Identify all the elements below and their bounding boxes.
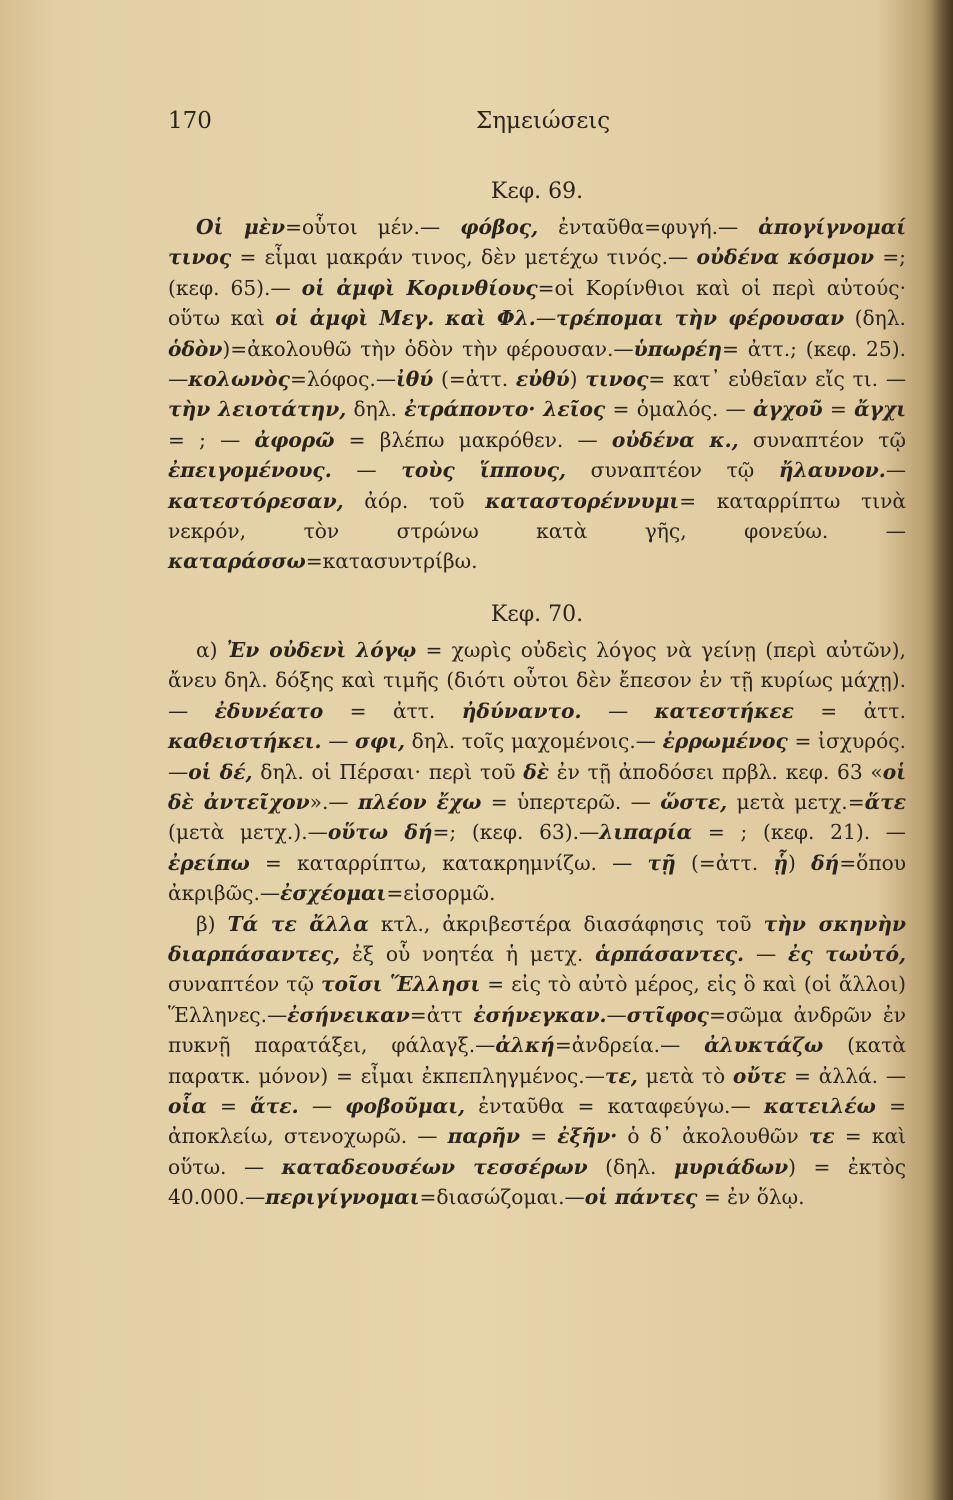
page-edge-shadow <box>931 0 953 1500</box>
chapter-70-note-a: α) Ἐν οὐδενὶ λόγῳ = χωρὶς οὐδεὶς λόγος νὰ γείνῃ (περὶ αὐτῶν), ἄνευ δηλ. δόξης καὶ τιμῆς (διότι οὗτοι δὲν ἔπεσον ἐν τῇ κυρίως μάχῃ). — ἐδυνέατο = ἀττ. ἠδύναντο. — κατεστήκεε = ἀττ. καθειστήκει. — σφι, δηλ. τοῖς μαχομένοις.— ἐρρωμένος = ἰσχυρός.—οἱ δέ, δηλ. οἱ Πέρσαι· περὶ τοῦ δὲ ἐν τῇ ἀποδόσει πρβλ. κεφ. 63 «οἱ δὲ ἀντεῖχον».— πλέον ἔχω = ὑπερτερῶ. — ὥστε, μετὰ μετχ.=ἅτε (μετὰ μετχ.).—οὕτω δή=; (κεφ. 63).—λιπαρία = ; (κεφ. 21). — ἐρείπω = καταρρίπτω, κατακρημνίζω. — τῇ (=ἀττ. ᾗ) δή=ὅπου ἀκριβῶς.—ἐσχέομαι=εἰσορμῶ. <box>168 637 907 906</box>
chapter-69-notes: Οἱ μὲν=οὗτοι μέν.— φόβος, ἐνταῦθα=φυγή.— ἀπογίγνομαί τινος = εἶμαι μακράν τινος, δὲν μετέχω τινός.— οὐδένα κόσμον =; (κεφ. 65).— οἱ ἀμφὶ Κορινθίους=οἱ Κορίνθιοι καὶ οἱ περὶ αὐτούς· οὕτω καὶ οἱ ἀμφὶ Μεγ. καὶ Φλ.—τρέπομαι τὴν φέρουσαν (δηλ. ὁδὸν)=ἀκολουθῶ τὴν ὁδὸν τὴν φέρουσαν.—ὑπωρέη= ἀττ.; (κεφ. 25).—κολωνὸς=λόφος.—ἰθύ (=ἀττ. εὐθύ) τινος= κατ᾽ εὐθεῖαν εἴς τι. — τὴν λειοτάτην, δηλ. ἐτράποντο· λεῖος = ὁμαλός. — ἀγχοῦ = ἄγχι = ; — ἀφορῶ = βλέπω μακρόθεν. — οὐδένα κ., συναπτέον τῷ ἐπειγομένους. — τοὺς ἵππους, συναπτέον τῷ ἤλαυνον.—κατεστόρεσαν, ἀόρ. τοῦ καταστορέννυμι= καταρρίπτω τινὰ νεκρόν, τὸν στρώνω κατὰ γῆς, φονεύω. — καταράσσω=κατασυντρίβω. <box>168 215 907 574</box>
chapter-70-note-b: β) Τά τε ἄλλα κτλ., ἀκριβεστέρα διασάφησις τοῦ τὴν σκηνὴν διαρπάσαντες, ἐξ οὗ νοητέα ἡ μετχ. ἁρπάσαντες. — ἐς τωὐτό, συναπτέον τῷ τοῖσι Ἕλλησι = εἰς τὸ αὐτὸ μέρος, εἰς ὃ καὶ (οἱ ἄλλοι) Ἕλληνες.—ἐσήνεικαν=ἀττ ἐσήνεγκαν.—στῖφος=σῶμα ἀνδρῶν ἐν πυκνῇ παρατάξει, φάλαγξ.—ἀλκή=ἀνδρεία.— ἀλυκτάζω (κατὰ παρατκ. μόνον) = εἶμαι ἐκπεπληγμένος.—τε, μετὰ τὸ οὔτε = ἀλλά. — οἷα = ἅτε. — φοβοῦμαι, ἐνταῦθα = καταφεύγω.— κατειλέω = ἀποκλείω, στενοχωρῶ. — παρῆν = ἐξῆν· ὁ δ᾽ ἀκολουθῶν τε = καὶ οὕτω. — καταδεουσέων τεσσέρων (δηλ. μυριάδων) = ἐκτὸς 40.000.—περιγίγνομαι=διασώζομαι.—οἱ πάντες = ἐν ὅλῳ. <box>168 911 907 1210</box>
running-title: Σημειώσεις <box>476 108 611 134</box>
page-number: 170 <box>168 108 212 134</box>
notes-body <box>168 172 906 1213</box>
page-header <box>168 108 908 144</box>
chapter-69-heading: Κεφ. 69. <box>490 179 584 204</box>
chapter-70-heading: Κεφ. 70. <box>490 601 584 627</box>
